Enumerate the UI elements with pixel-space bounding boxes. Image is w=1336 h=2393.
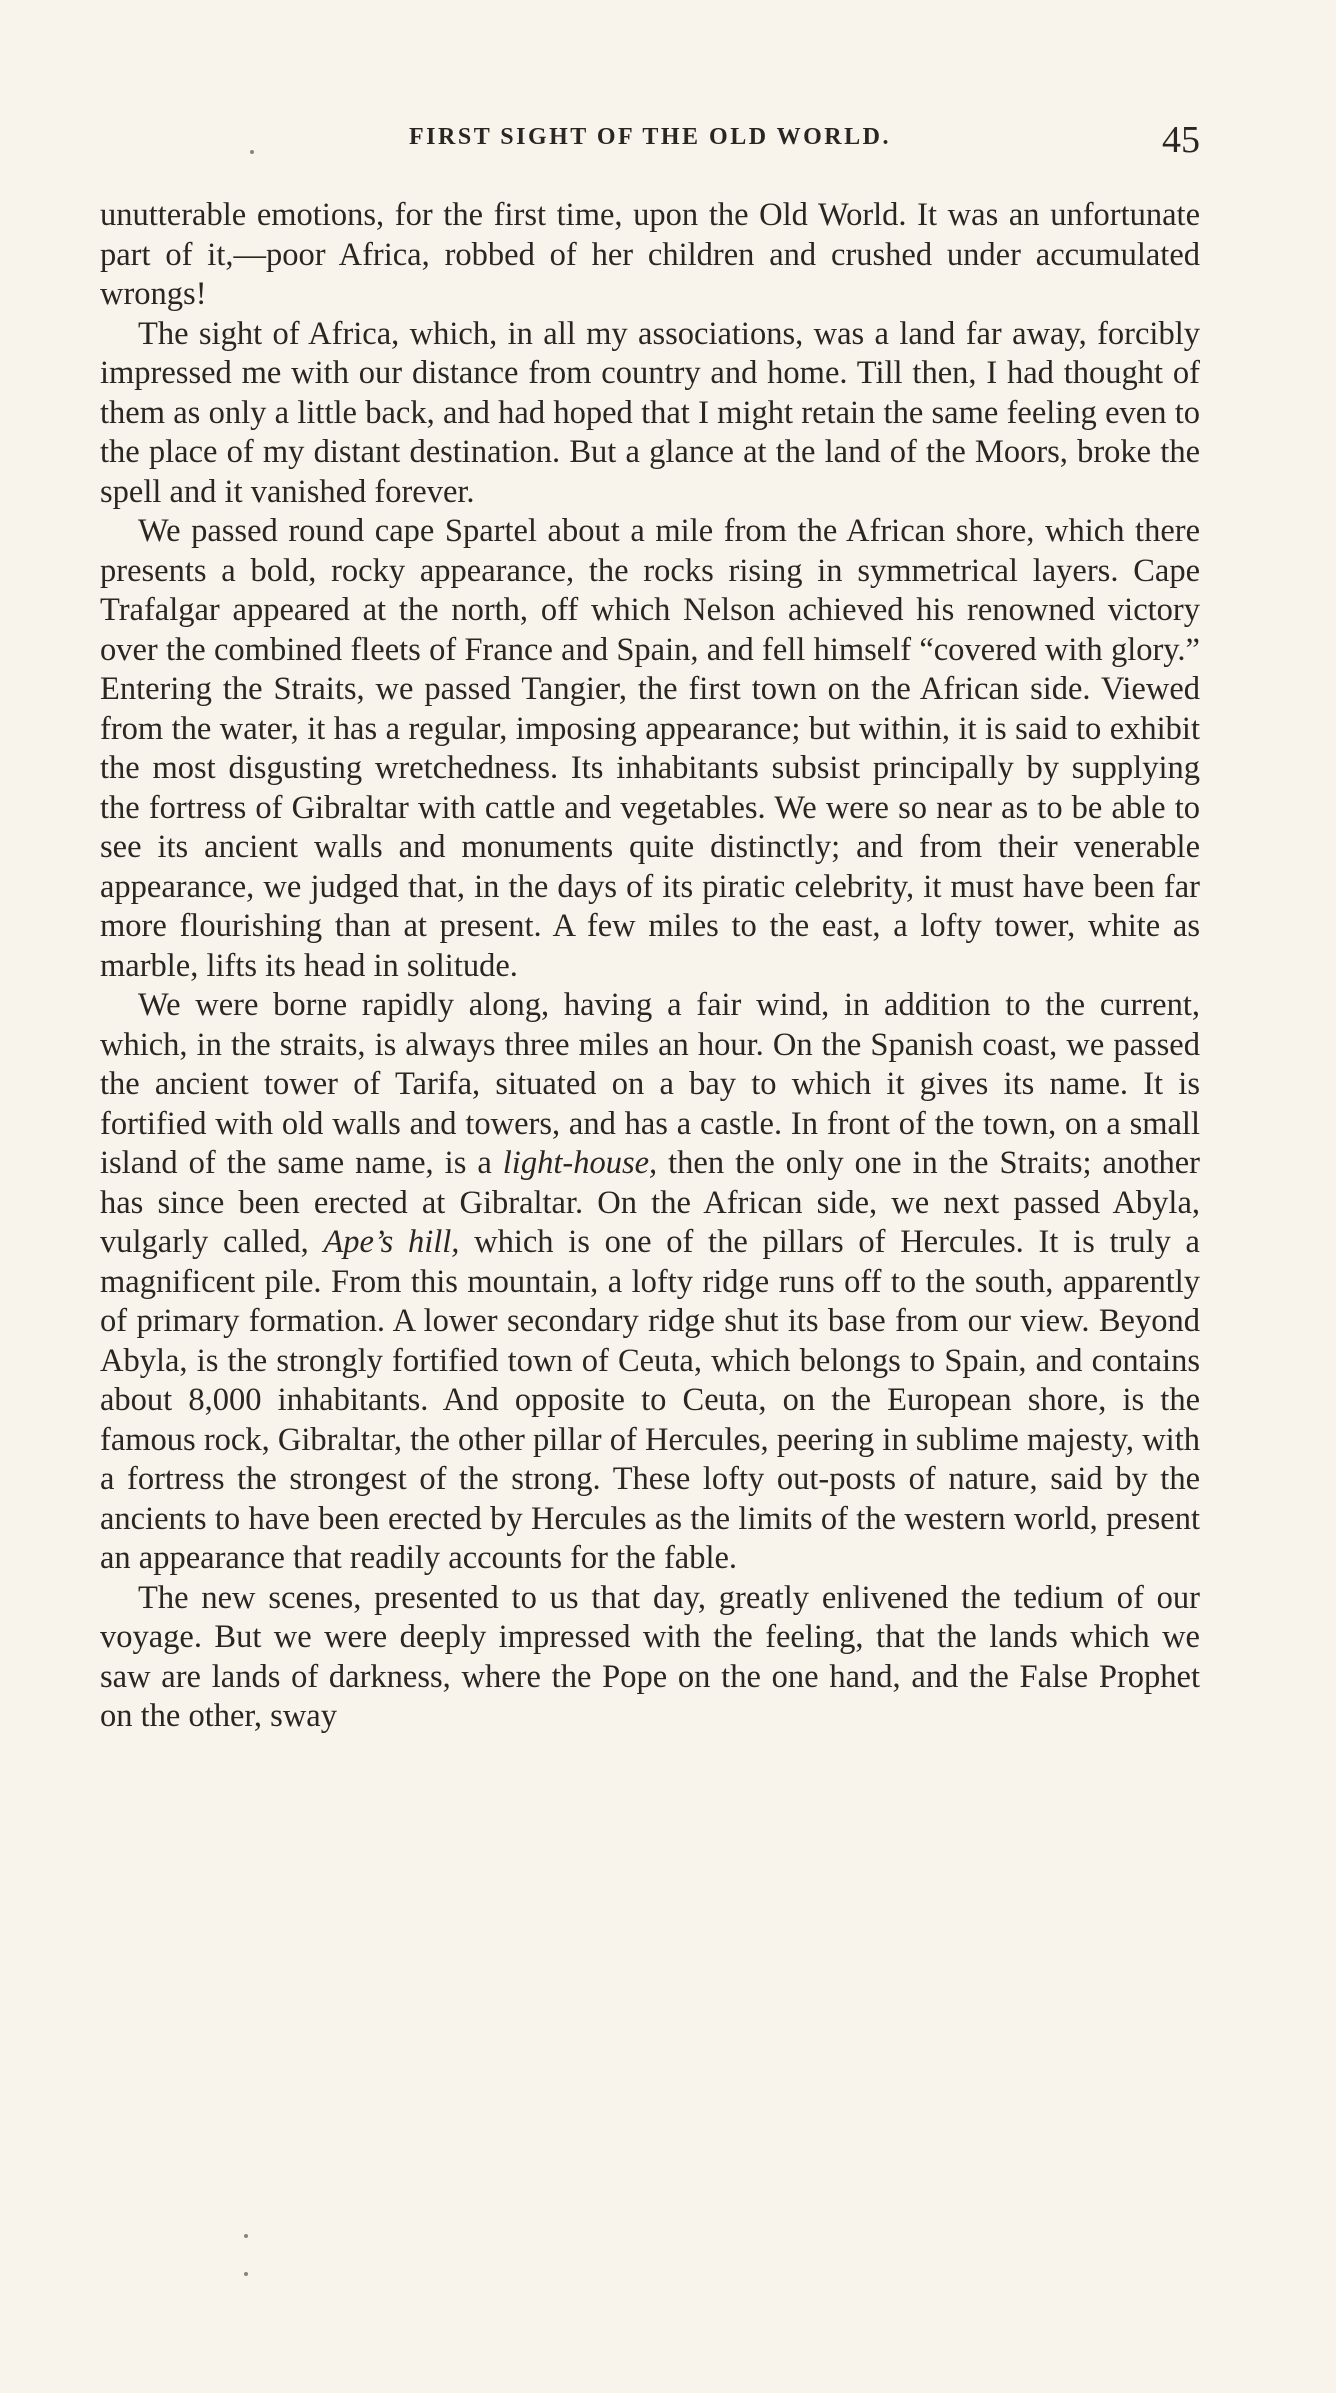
paper-speck	[244, 2272, 248, 2276]
paragraph-continued: unutterable emotions, for the first time, upon the Old World. It was an unfortunate part of it,—poor Africa, robbed of her children and crushed under accumulated wrongs!	[100, 197, 1200, 312]
paragraph-straits-part-2: then the only one in the Straits; another has since been erected at Gibraltar. On the African side, we next passed Abyla, vulgarly called,	[100, 1145, 1201, 1260]
italic-light-house: light-house,	[502, 1145, 658, 1181]
paragraph-straits	[100, 986, 1200, 1579]
paper-speck	[250, 150, 254, 154]
page-number: 45	[1162, 119, 1200, 161]
running-head	[100, 120, 1200, 160]
paper-speck	[244, 2234, 248, 2238]
italic-apes-hill: Ape’s hill,	[323, 1224, 460, 1260]
running-title: FIRST SIGHT OF THE OLD WORLD.	[409, 124, 891, 150]
paragraph-cape-spartel: We passed round cape Spartel about a mile from the African shore, which there presents a bold, rocky appearance, the rocks rising in symmetrical layers. Cape Trafalgar appeared at the north, off which Nelson achieved his renowned victory over the combined fleets of France and Spain, and fell himself “covered with glory.” Entering the Straits, we passed Tangier, the first town on the African side. Viewed from the water, it has a regular, imposing appearance; but within, it is said to exhibit the most disgusting wretchedness. Its inhabitants subsist principally by supplying the fortress of Gibraltar with cattle and vegetables. We were so near as to be able to see its ancient walls and monuments quite distinctly; and from their venerable appearance, we judged that, in the days of its piratic celebrity, it must have been far more flourishing than at present. A few miles to the east, a lofty tower, white as marble, lifts its head in solitude.	[100, 513, 1200, 984]
body-text	[100, 196, 1200, 1737]
paragraph-straits-part-1: We were borne rapidly along, having a fair wind, in addition to the current, which, in the straits, is always three miles an hour. On the Spanish coast, we passed the ancient tower of Tarifa, situated on a bay to which it gives its name. It is fortified with old walls and towers, and has a castle. In front of the town, on a small island of the same name, is a	[100, 987, 1200, 1181]
paragraph-africa-sight: The sight of Africa, which, in all my associations, was a land far away, forcibly impressed me with our distance from country and home. Till then, I had thought of them as only a little back, and had hoped that I might retain the same feeling even to the place of my distant destination. But a glance at the land of the Moors, broke the spell and it vanished forever.	[100, 315, 1200, 510]
paragraph-new-scenes: The new scenes, presented to us that day, greatly enlivened the tedium of our voyage. But we were deeply impressed with the feeling, that the lands which we saw are lands of darkness, where the Pope on the one hand, and the False Prophet on the other, sway	[100, 1579, 1200, 1734]
paragraph-straits-part-3: which is one of the pillars of Hercules. It is truly a magnificent pile. From this mountain, a lofty ridge runs off to the south, apparently of primary formation. A lower secondary ridge shut its base from our view. Beyond Abyla, is the strongly fortified town of Ceuta, which belongs to Spain, and contains about 8,000 inhabitants. And opposite to Ceuta, on the European shore, is the famous rock, Gibraltar, the other pillar of Hercules, peering in sublime majesty, with a fortress the strongest of the strong. These lofty out-posts of nature, said by the ancients to have been erected by Hercules as the limits of the western world, present an appearance that readily accounts for the fable.	[100, 1224, 1200, 1576]
